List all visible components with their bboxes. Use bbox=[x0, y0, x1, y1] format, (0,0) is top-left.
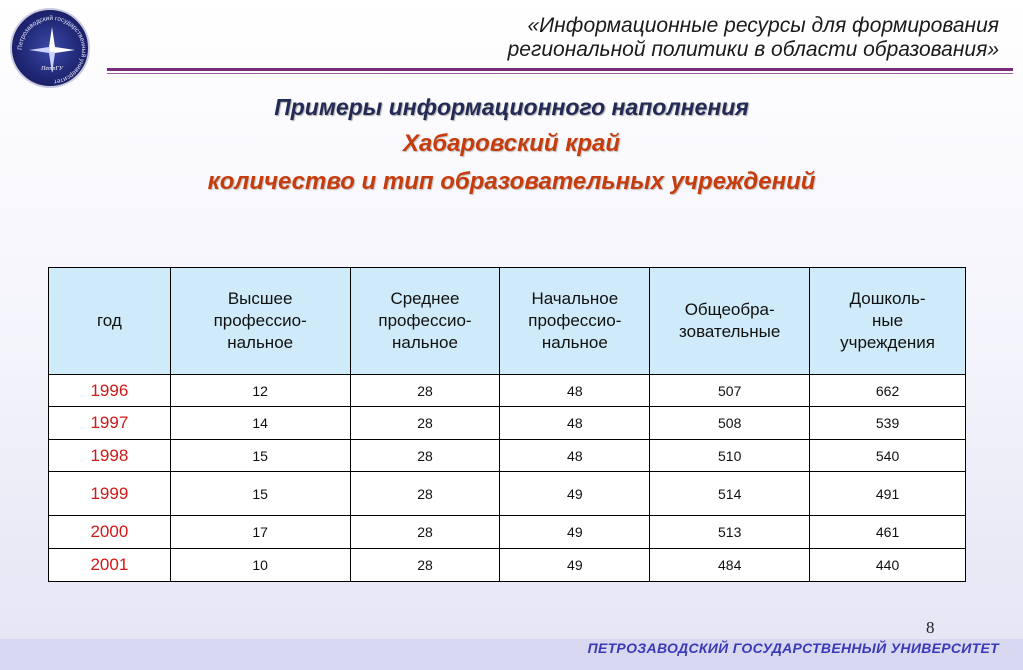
table-cell: 28 bbox=[350, 407, 500, 440]
table-row bbox=[49, 407, 966, 440]
year-cell: 1998 bbox=[49, 440, 171, 472]
table-row bbox=[49, 549, 966, 582]
table-cell: 15 bbox=[170, 472, 350, 516]
table-cell: 49 bbox=[500, 472, 650, 516]
table-cell: 14 bbox=[170, 407, 350, 440]
header-divider bbox=[107, 68, 1013, 71]
column-header-higher: Высшее профессио- нальное bbox=[170, 268, 350, 375]
table-cell: 17 bbox=[170, 516, 350, 549]
column-header-preschool: Дошколь- ные учреждения bbox=[810, 268, 966, 375]
table-cell: 28 bbox=[350, 440, 500, 472]
region-heading: Хабаровский край bbox=[402, 130, 621, 157]
table-cell: 48 bbox=[500, 440, 650, 472]
table-cell: 484 bbox=[650, 549, 810, 582]
logo-abbr: ПетрГУ bbox=[41, 66, 63, 72]
year-cell: 1996 bbox=[49, 375, 171, 407]
table-cell: 15 bbox=[170, 440, 350, 472]
table-cell: 48 bbox=[500, 407, 650, 440]
university-logo bbox=[10, 8, 90, 88]
section-heading: Примеры информационного наполнения bbox=[274, 94, 749, 120]
table-row bbox=[49, 472, 966, 516]
column-header-general: Общеобра- зовательные bbox=[650, 268, 810, 375]
logo-ring-textpath: Петрозаводский государственный университет bbox=[16, 14, 88, 85]
institutions-table bbox=[48, 267, 966, 582]
year-cell: 1999 bbox=[49, 472, 171, 516]
table-cell: 12 bbox=[170, 375, 350, 407]
table-cell: 28 bbox=[350, 516, 500, 549]
table-cell: 440 bbox=[810, 549, 966, 582]
year-cell: 1997 bbox=[49, 407, 171, 440]
table-row bbox=[49, 440, 966, 472]
footer-university: ПЕТРОЗАВОДСКИЙ ГОСУДАРСТВЕННЫЙ УНИВЕРСИТЕТ bbox=[587, 640, 999, 656]
table-cell: 491 bbox=[810, 472, 966, 516]
table-cell: 10 bbox=[170, 549, 350, 582]
table-cell: 28 bbox=[350, 472, 500, 516]
table-cell: 28 bbox=[350, 375, 500, 407]
header-title-line1: «Информационные ресурсы для формирования bbox=[527, 14, 999, 37]
star-compass-icon bbox=[12, 10, 90, 88]
topic-heading: количество и тип образовательных учреждений bbox=[207, 168, 816, 195]
table-row bbox=[49, 375, 966, 407]
table-row bbox=[49, 516, 966, 549]
header-title bbox=[379, 14, 999, 62]
year-cell: 2001 bbox=[49, 549, 171, 582]
table-cell: 508 bbox=[650, 407, 810, 440]
header-title-line2: региональной политики в области образования» bbox=[507, 38, 999, 61]
table-cell: 49 bbox=[500, 549, 650, 582]
column-header-secondary: Среднее профессио- нальное bbox=[350, 268, 500, 375]
page-number: 8 bbox=[926, 618, 935, 637]
table-cell: 514 bbox=[650, 472, 810, 516]
table-cell: 49 bbox=[500, 516, 650, 549]
column-header-primary-vocational: Начальное профессио- нальное bbox=[500, 268, 650, 375]
table-cell: 513 bbox=[650, 516, 810, 549]
header-divider-thin bbox=[107, 73, 1013, 74]
table-cell: 48 bbox=[500, 375, 650, 407]
table-header-row bbox=[49, 268, 966, 375]
column-header-year: год bbox=[49, 268, 171, 375]
table-cell: 539 bbox=[810, 407, 966, 440]
table-cell: 28 bbox=[350, 549, 500, 582]
table-cell: 662 bbox=[810, 375, 966, 407]
table-cell: 540 bbox=[810, 440, 966, 472]
year-cell: 2000 bbox=[49, 516, 171, 549]
table-cell: 507 bbox=[650, 375, 810, 407]
table-cell: 510 bbox=[650, 440, 810, 472]
table-cell: 461 bbox=[810, 516, 966, 549]
